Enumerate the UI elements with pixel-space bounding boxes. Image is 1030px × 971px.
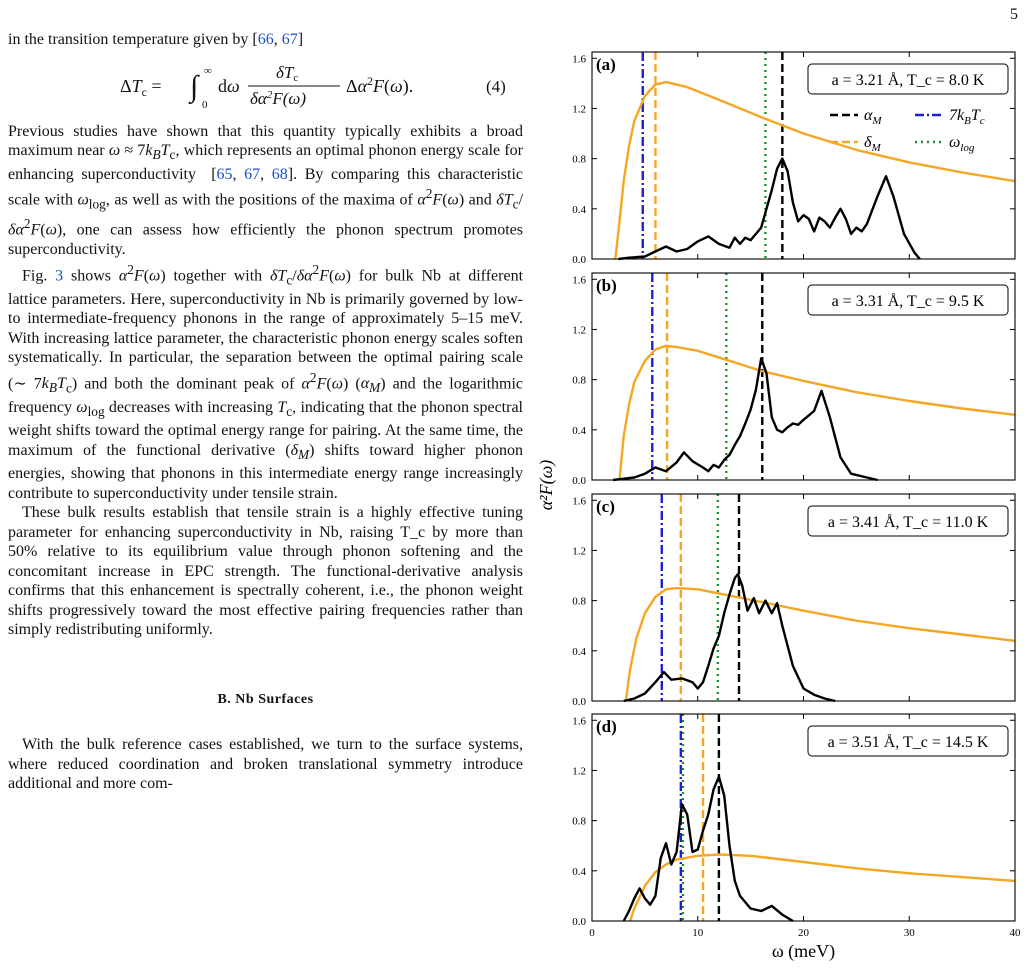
panel-label: (a) xyxy=(596,55,616,74)
y-tick-label: 0.4 xyxy=(572,203,586,216)
a2f-curve xyxy=(624,777,793,921)
y-tick-label: 1.6 xyxy=(572,495,586,508)
paragraph-4: These bulk results establish that tensile strain is a highly effective tuning parameter for enhancing superconductivity in Nb, raising T_c by more than 50% relative to its equilibrium value through phonon softening and the concomitant increase in EPC strength. The functional-derivative analysis confirms that this enhancement is spectrally coherent, i.e., the phonon weight shifts progressively toward the most effective pairing frequencies rather than simply redistributing uniformly. xyxy=(8,504,523,639)
equation-graphic xyxy=(8,56,523,114)
info-box-text: a = 3.31 Å, T_c = 9.5 K xyxy=(831,293,985,310)
legend-label: $\delta_M$ xyxy=(864,134,881,154)
y-tick-label: 0.8 xyxy=(572,153,586,166)
y-tick-label: 0.8 xyxy=(572,815,586,828)
text-column xyxy=(8,30,523,794)
y-tick-label: 1.2 xyxy=(572,324,586,337)
y-tick-label: 0.0 xyxy=(572,916,586,928)
figure-link[interactable]: 3 xyxy=(55,266,64,284)
equation-number: (4) xyxy=(486,76,506,96)
svg-text:0: 0 xyxy=(202,98,208,111)
svg-text:Δα2F(ω).: $\Delta\alpha^2F(\omega)$. xyxy=(346,73,414,96)
panel-label: (d) xyxy=(596,717,617,736)
citation-link[interactable]: 67 xyxy=(244,165,261,183)
y-tick-label: 0.4 xyxy=(572,645,586,658)
svg-text:δα2F(ω): $\delta\alpha^2F(\omega)$ xyxy=(250,88,307,108)
figure-3 xyxy=(530,40,1025,971)
x-axis-label: ω (meV) xyxy=(771,941,836,961)
info-box-text: a = 3.41 Å, T_c = 11.0 K xyxy=(827,514,989,531)
y-tick-label: 0.0 xyxy=(572,696,586,708)
x-tick-label: 10 xyxy=(692,927,704,939)
legend-label: $7k_BT_c$ xyxy=(949,107,985,127)
citation-link[interactable]: 67 xyxy=(281,31,298,48)
citation-link[interactable]: 66 xyxy=(257,31,274,48)
y-tick-label: 1.2 xyxy=(572,103,586,116)
y-tick-label: 0.8 xyxy=(572,374,586,387)
paragraph-3: Fig. 3 shows $\alpha^2F(\omega)$ together with $\delta T_c/\delta\alpha^2F(\omega)$ for bulk Nb at different lattice parameters. Here, superconductivity in Nb is primarily governed by low- to intermediate-frequency phonons in the range of approximately 5–15 meV. With increasing lattice parameter, the characteristic phonon energy scales soften systematically. In particular, the separation between the optimal pairing scale (∼ $7k_BT_c$) and both the dominant peak of $\alpha^2F(\omega)$ $(\alpha_M)$ and the logarithmic frequency $\omega_{log}$ decreases with increasing $T_c$, indicating that the phonon spectral weight shifts toward the optimal energy range for pairing. At the same time, the maximum of the functional derivative $(\delta_M)$ shifts toward higher phonon energies, showing that phonons in this intermediate energy range increasingly contribute to superconductivity under tensile strain. xyxy=(8,261,524,502)
x-tick-label: 20 xyxy=(798,927,809,939)
svg-text:dω: dω xyxy=(218,75,240,96)
functional-derivative-curve xyxy=(630,855,1015,922)
y-tick-label: 0.4 xyxy=(572,424,586,437)
svg-text:∞: ∞ xyxy=(204,64,212,77)
legend-label: $\omega_{log}$ xyxy=(949,134,975,154)
legend xyxy=(830,107,985,154)
citation-link[interactable]: 68 xyxy=(271,165,288,183)
y-tick-label: 1.6 xyxy=(572,715,586,728)
panel-b xyxy=(572,273,1015,487)
panel-label: (b) xyxy=(596,276,617,295)
x-tick-label: 30 xyxy=(903,927,915,939)
paragraph-lead: in the transition temperature given by [66, 67] xyxy=(8,31,304,48)
y-tick-label: 0.0 xyxy=(572,254,586,266)
citation-link[interactable]: 65 xyxy=(216,165,233,183)
y-tick-label: 1.6 xyxy=(572,53,586,66)
info-box-text: a = 3.51 Å, T_c = 14.5 K xyxy=(827,734,989,751)
paragraph-2: Previous studies have shown that this quantity typically exhibits a broad maximum near $\omega \approx 7k_BT_c$, which represents an optimal phonon energy scale for enhancing superconductivity [65, 67, 68]. By comparing this characteristic scale with $\omega_{log}$, as well as with the positions of the maxima of $\alpha^2F(\omega)$ and $\delta T_c/\delta\alpha^2F(\omega)$, one can assess how efficiently the phonon spectrum promotes superconductivity. xyxy=(8,122,524,259)
panel-c xyxy=(572,494,1015,708)
y-tick-label: 1.2 xyxy=(572,545,586,558)
y-tick-label: 0.0 xyxy=(572,475,586,487)
svg-text:ΔTc =: $\Delta T_c$ = xyxy=(120,75,162,99)
a2f-chart xyxy=(530,40,1025,971)
equation-4 xyxy=(8,56,523,114)
legend-label: $\alpha_M$ xyxy=(864,107,882,127)
paragraph-5: With the bulk reference cases established, we turn to the surface systems, where reduced coordination and broken translational symmetry introduce additional and more com- xyxy=(8,736,523,793)
svg-text:∫: ∫ xyxy=(190,69,199,103)
svg-text:δTc: δTc xyxy=(276,62,299,84)
a2f-curve xyxy=(618,159,919,259)
page-number: 5 xyxy=(1010,6,1018,23)
info-box-text: a = 3.21 Å, T_c = 8.0 K xyxy=(831,72,985,89)
functional-derivative-curve xyxy=(626,588,1015,701)
y-tick-label: 1.6 xyxy=(572,274,586,287)
section-heading: B. Nb Surfaces xyxy=(217,691,314,707)
panel-a xyxy=(572,52,1015,266)
panel-label: (c) xyxy=(596,497,615,516)
y-tick-label: 0.4 xyxy=(572,865,586,878)
x-tick-label: 40 xyxy=(1009,927,1021,939)
y-tick-label: 0.8 xyxy=(572,595,586,608)
y-axis-label: α²F(ω) xyxy=(536,459,556,511)
x-tick-label: 0 xyxy=(589,927,595,939)
a2f-curve xyxy=(624,574,836,701)
y-tick-label: 1.2 xyxy=(572,765,586,778)
panel-d xyxy=(572,714,1021,962)
